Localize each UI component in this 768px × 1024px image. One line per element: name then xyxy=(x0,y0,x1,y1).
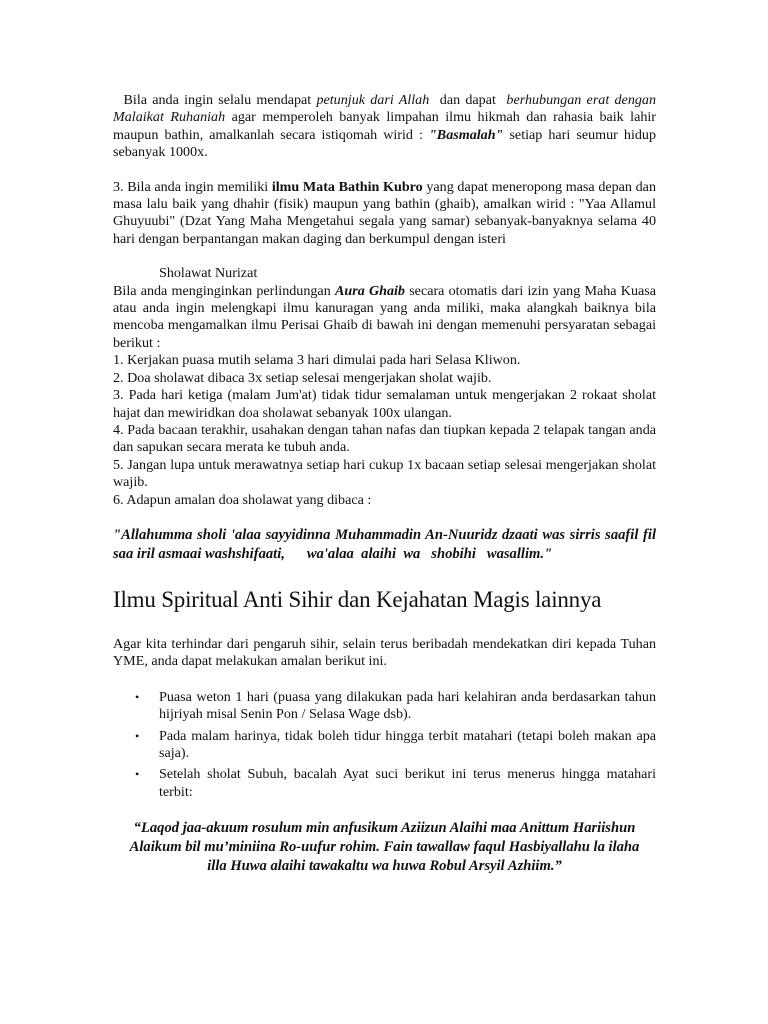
intro-emphasis-1: petunjuk dari Allah xyxy=(316,92,430,108)
document-page xyxy=(113,92,660,876)
step-1: 1. Kerjakan puasa mutih selama 3 hari dimulai pada hari Selasa Kliwon. xyxy=(113,352,521,369)
bullet-icon: • xyxy=(135,728,140,743)
aura-text-2: secara otomatis dari izin yang Maha Kuasa atau anda ingin melengkapi ilmu kanuragan yang anda miliki, maka alangkah baiknya bila mencoba mengamalkan ilmu Perisai Ghaib di bawah ini dengan memenuhi persyaratan sebagai berikut : xyxy=(113,282,656,351)
intro-text-3: agar memperoleh banyak limpahan ilmu hikmah dan rahasia baik lahir maupun bathin, amalkanlah secara istiqomah wirid : xyxy=(113,109,656,143)
aura-emphasis: Aura Ghaib xyxy=(334,282,405,299)
list-item xyxy=(135,766,656,801)
section-heading: Ilmu Spiritual Anti Sihir dan Kejahatan Magis lainnya xyxy=(113,586,602,612)
bullet-icon: • xyxy=(135,767,140,782)
step-5: 5. Jangan lupa untuk merawatnya setiap hari cukup 1x bacaan setiap selesai mengerjakan sholat wajib. xyxy=(113,456,656,491)
step-2: 2. Doa sholawat dibaca 3x setiap selesai mengerjakan sholat wajib. xyxy=(113,369,492,386)
list-item-text: Pada malam harinya, tidak boleh tidur hingga terbit matahari (tetapi boleh makan apa saja). xyxy=(159,727,656,761)
mata-bathin-text-1: 3. Bila anda ingin memiliki xyxy=(113,178,272,195)
intro-text-1: Bila anda ingin selalu mendapat xyxy=(113,92,317,108)
list-item-text: Puasa weton 1 hari (puasa yang dilakukan pada hari kelahiran anda berdasarkan tahun hijriyah misal Senin Pon / Selasa Wage dsb). xyxy=(159,688,656,723)
intro-text-4: setiap hari seumur hidup sebanyak 1000x. xyxy=(113,126,656,161)
mata-bathin-bold: ilmu Mata Bathin Kubro xyxy=(271,178,423,195)
step-3: 3. Pada hari ketiga (malam Jum'at) tidak tidur semalaman untuk mengerjakan 2 rokaat sholat hajat dan mewiridkan doa sholawat sebanyak 100x ulangan. xyxy=(113,387,656,421)
aura-paragraph xyxy=(113,283,656,353)
intro-text-2: dan dapat xyxy=(429,92,507,108)
mata-bathin-text-2: yang dapat meneropong masa depan dan masa lalu baik yang dhahir (fisik) maupun yang bathin (ghaib), amalkan wirid : "Yaa Allamul Ghuyuubi" (Dzat Yang Maha Mengetahui segala yang samar) sebanyak-banyaknya selama 40 hari dengan berpantangan makan daging dan berkumpul dengan isteri xyxy=(113,178,656,247)
mata-bathin-paragraph xyxy=(113,179,656,249)
ayat-quote: “Laqod jaa-akuum rosulum min anfusikum Aziizun Alaihi maa Anittum Hariishun Alaikum bil mu’miniina Ro-uufur rohim. Fain tawallaw faqul Hasbiyallahu la ilaha illa Huwa alaihi tawakaltu wa huwa Robul Arsyil Azhiim.” xyxy=(129,820,640,875)
list-item-text: Setelah sholat Subuh, bacalah Ayat suci berikut ini terus menerus hingga matahari terbit: xyxy=(159,766,656,800)
step-4: 4. Pada bacaan terakhir, usahakan dengan tahan nafas dan tiupkan kepada 2 telapak tangan anda dan sapukan secara merata ke tubuh anda. xyxy=(113,421,656,456)
step-6: 6. Adapun amalan doa sholawat yang dibaca : xyxy=(113,491,372,508)
intro-paragraph xyxy=(113,92,656,162)
sholawat-quote: "Allahumma sholi 'alaa sayyidinna Muhammadin An-Nuuridz dzaati was sirris saafil fil saa iril asmaai washshifaati, wa'alaa alaihi wa shobihi wasallim." xyxy=(113,526,660,562)
sholawat-title: Sholawat Nurizat xyxy=(159,265,258,282)
intro-wirid: "Basmalah" xyxy=(428,126,504,143)
bullet-icon: • xyxy=(135,689,140,704)
list-item xyxy=(135,688,656,724)
amalan-list xyxy=(113,689,656,801)
anti-sihir-paragraph: Agar kita terhindar dari pengaruh sihir, selain terus beribadah mendekatkan diri kepada Tuhan YME, anda dapat melakukan amalan berikut ini. xyxy=(113,635,656,670)
aura-text-1: Bila anda menginginkan perlindungan xyxy=(113,282,335,299)
list-item xyxy=(135,727,656,763)
intro-emphasis-2: berhubungan erat dengan Malaikat Ruhaniah xyxy=(113,92,657,126)
